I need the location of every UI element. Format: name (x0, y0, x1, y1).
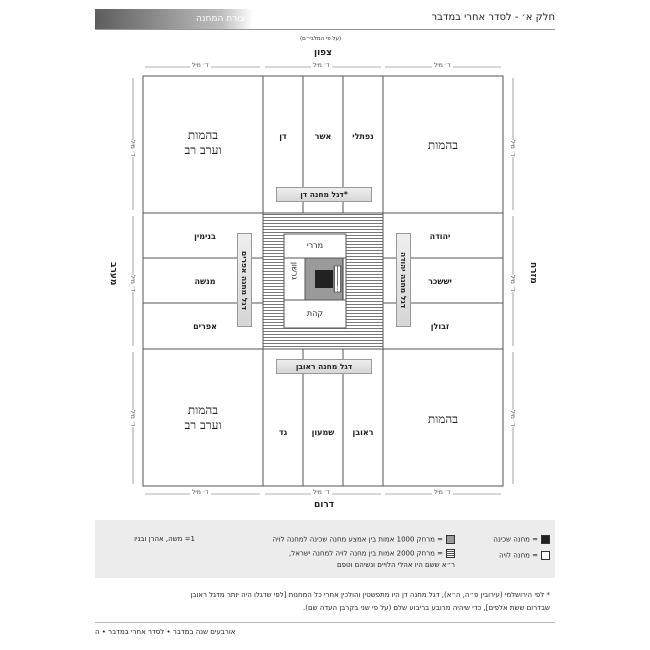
dim-label-top-2: ד׳ מיל (313, 62, 330, 69)
north-tribe-naftali: נפתלי (352, 132, 374, 141)
dim-label-top-3: ד׳ מיל (434, 62, 451, 69)
banner-yehuda: דגל מחנה יהודה (396, 233, 411, 327)
east-label: מזרח (528, 262, 538, 284)
east-tribe-zevulun: זבולן (430, 322, 450, 331)
corner-se: בהמות (427, 412, 459, 426)
banner-dan: דגל מחנה דן* (276, 187, 372, 202)
legend-dist-2000-b: ר״א ששם היו אהלי הלויים ונשיהם וטפם (336, 561, 455, 569)
levites-merari: מררי (306, 241, 324, 250)
north-tribe-asher: אשר (314, 132, 332, 141)
levites-gershon: גרשון (290, 262, 299, 280)
east-tribe-yehuda: יהודה (429, 232, 451, 241)
banner-efraim: דגל מחנה אפרים (237, 233, 252, 327)
dim-label-top-1: ד׳ מיל (192, 62, 209, 69)
west-label: מערב (108, 262, 118, 286)
legend-dist-2000: = מרחק 2000 אמות בין מחנה לויה למחנה ישראל, (289, 549, 455, 558)
east-tribe-yissachar: יששכר (428, 277, 452, 286)
west-tribe-efraim: אפרים (193, 322, 217, 331)
moshe-aharon-marker: 1 (336, 286, 341, 293)
footnote-line-1: * לפי הירושלמי (עירובין פ״ה, ה״א), דגל מחנה דן היו מתפשטין והולכין אחרי כל המחנות [לפי שדגלו היה יותר מדגל ראובן (190, 591, 550, 599)
dim-label-bottom-1: ד׳ מיל (192, 489, 209, 496)
leviya-swatch-icon (541, 551, 550, 560)
west-tribe-menashe: מנשה (194, 277, 216, 286)
shechina-swatch-icon (541, 535, 550, 544)
south-tribe-gad: גד (278, 428, 288, 437)
dim-label-right-2: ד׳ מיל (509, 275, 516, 292)
dist-1000-swatch-icon (446, 535, 455, 544)
corner-sw: בהמות וערב רב (184, 403, 222, 432)
legend-shechina: = מחנה שכינה (493, 535, 550, 544)
page-header-title: חלק א׳ - לסדר אחרי במדבר (431, 12, 555, 23)
north-tribe-dan: דן (279, 132, 287, 141)
west-tribe-binyamin: בנימין (194, 232, 216, 241)
south-tribe-shimon: שמעון (311, 428, 335, 437)
banner-reuven: דגל מחנה ראובן (276, 359, 372, 374)
source-note: (על פי המלבי״ם) (300, 36, 342, 42)
footer-rule (95, 622, 555, 623)
north-label: צפון (314, 48, 332, 58)
dim-label-bottom-3: ד׳ מיל (434, 489, 451, 496)
corner-nw: בהמות וערב רב (184, 128, 222, 157)
dim-label-right-1: ד׳ מיל (509, 140, 516, 157)
footnote-line-2: שבדרום ששת אלפים], כדי שיהיה מרובע בריבוע שלם (על פי שני בקרבן העדה שם). (302, 604, 550, 612)
dim-label-bottom-2: ד׳ מיל (313, 489, 330, 496)
dim-label-left-3: ד׳ מיל (129, 410, 136, 427)
dist-2000-swatch-icon (446, 549, 455, 558)
dim-label-left-1: ד׳ מיל (129, 140, 136, 157)
dim-label-right-3: ד׳ מיל (509, 410, 516, 427)
page-footer: אורבעים שנה במדבר • לסדר אחרי במדבר • ה (95, 628, 236, 636)
dim-label-left-2: ד׳ מיל (129, 275, 136, 292)
section-band: צורת המחנה (95, 9, 253, 29)
levites-kehat: קהת (306, 309, 324, 318)
legend-moshe: 1= משה, אהרן ובניו (134, 535, 195, 543)
legend-leviya: = מחנה לויה (499, 551, 550, 560)
south-tribe-reuven: ראובן (352, 428, 374, 437)
south-label: דרום (314, 500, 335, 510)
legend-dist-1000: = מרחק 1000 אמות בין אמצע מחנה שכינה למחנה לויה (273, 535, 455, 544)
corner-ne: בהמות (427, 138, 459, 152)
